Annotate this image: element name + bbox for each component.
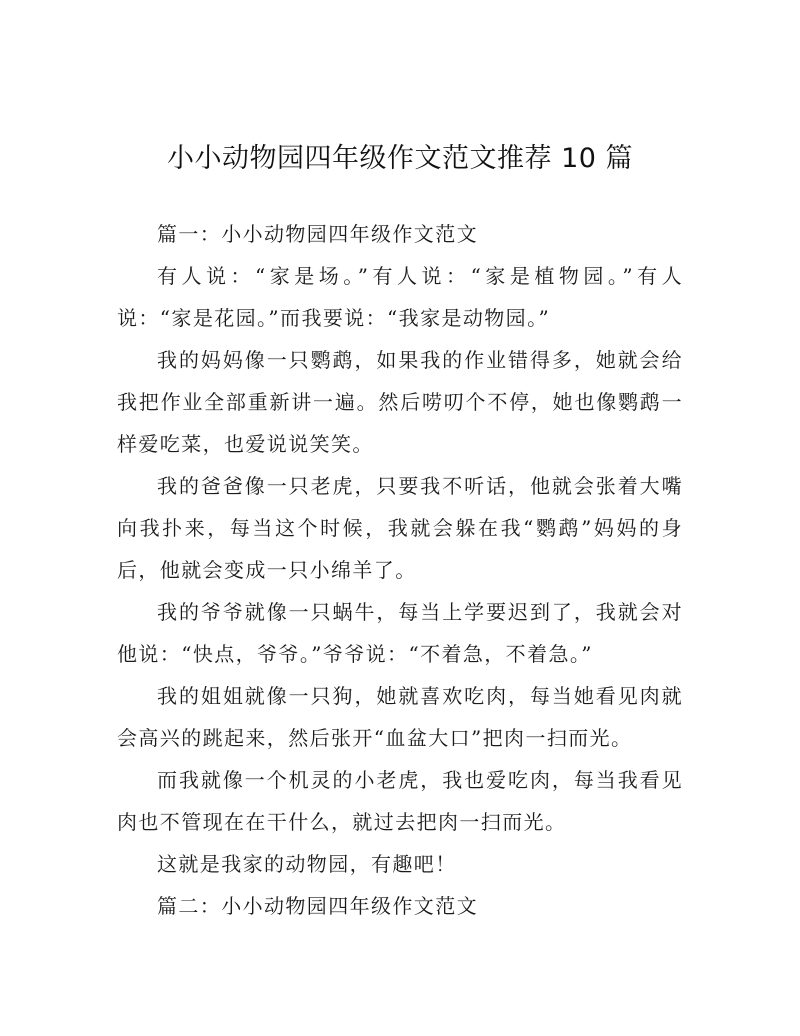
paragraph: 我的爷爷就像一只蜗牛，每当上学要迟到了，我就会对他说：“快点，爷爷。”爷爷说：“不着急，不着急。” xyxy=(117,600,683,666)
paragraph: 有人说：“家是场。”有人说：“家是植物园。”有人说：“家是花园。”而我要说：“我家是动物园。” xyxy=(117,264,683,330)
section-heading-1: 篇一：小小动物园四年级作文范文 xyxy=(157,222,478,246)
document-title: 小小动物园四年级作文范文推荐 10 篇 xyxy=(166,143,634,174)
paragraph: 我的妈妈像一只鹦鹉，如果我的作业错得多，她就会给我把作业全部重新讲一遍。然后唠叨个不停，她也像鹦鹉一样爱吃菜，也爱说说笑笑。 xyxy=(117,348,683,456)
paragraph: 这就是我家的动物园，有趣吧！ xyxy=(157,852,457,876)
paragraph: 我的爸爸像一只老虎，只要我不听话，他就会张着大嘴向我扑来，每当这个时候，我就会躲在我“鹦鹉”妈妈的身后，他就会变成一只小绵羊了。 xyxy=(117,474,683,582)
document-body xyxy=(117,213,683,927)
paragraph: 我的姐姐就像一只狗，她就喜欢吃肉，每当她看见肉就会高兴的跳起来，然后张开“血盆大口”把肉一扫而光。 xyxy=(117,684,683,750)
section-heading-2: 篇二：小小动物园四年级作文范文 xyxy=(157,894,478,918)
paragraph: 而我就像一个机灵的小老虎，我也爱吃肉，每当我看见肉也不管现在在干什么，就过去把肉一扫而光。 xyxy=(117,768,683,834)
